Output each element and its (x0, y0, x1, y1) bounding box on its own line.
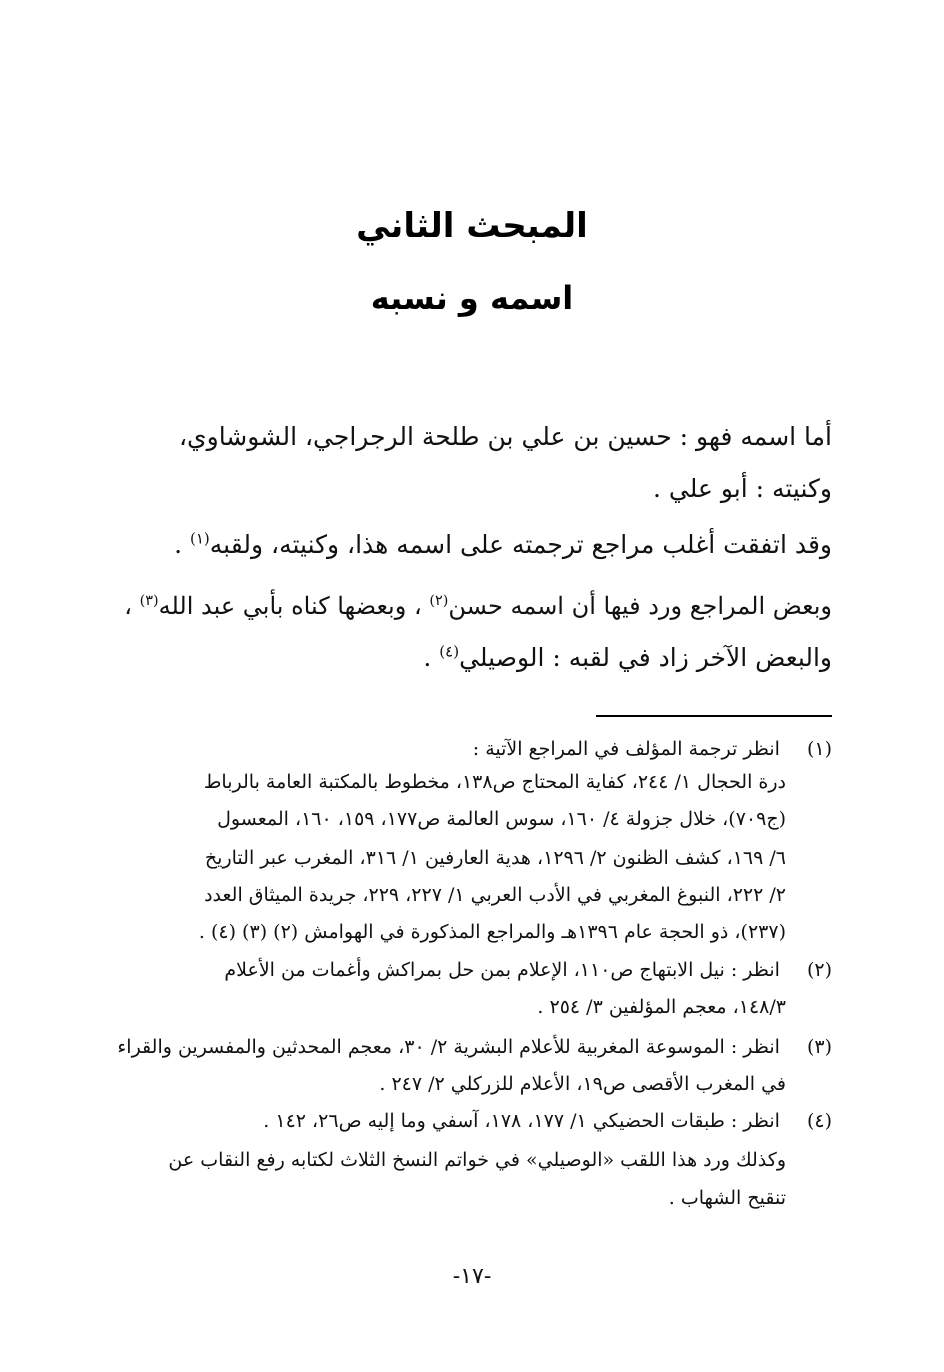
body-text: وقد اتفقت أغلب مراجع ترجمته على اسمه هذا، وكنيته، ولقبه (209, 530, 832, 559)
footnote-separator (596, 715, 832, 717)
footnote-number: (٣) (806, 1036, 832, 1058)
footnote-number: (١) (806, 738, 832, 760)
footnote-1-line (473, 734, 832, 764)
footnote-4-line: وكذلك ورد هذا اللقب «الوصيلي» في خواتم النسخ الثلاث لكتابه رفع النقاب عن (168, 1149, 786, 1171)
footnote-text: انظر : طبقات الحضيكي ١/ ١٧٧، ١٧٨، آسفي وما إليه ص٢٦، ١٤٢ . (263, 1110, 780, 1132)
footnote-text: انظر : نيل الابتهاج ص١١٠، الإعلام بمن حل بمراكش وأغمات من الأعلام (224, 959, 780, 981)
body-text: وبعض المراجع ورد فيها أن اسمه حسن (448, 592, 832, 620)
footnote-text: انظر ترجمة المؤلف في المراجع الآتية : (472, 738, 780, 760)
footnote-ref: (٣) (139, 593, 159, 609)
footnote-1-line: ٢/ ٢٢٢، النبوغ المغربي في الأدب العربي ١/ ٢٢٧، ٢٢٩، جريدة الميثاق العدد (204, 884, 786, 906)
footnote-ref: (١) (190, 529, 210, 548)
footnote-ref: (٢) (429, 593, 449, 609)
footnote-4-line: تنقيح الشهاب . (668, 1187, 786, 1209)
footnote-1-line: درة الحجال ١/ ٢٤٤، كفاية المحتاج ص١٣٨، مخطوط بالمكتبة العامة بالرباط (203, 771, 786, 793)
footnote-ref: (٤) (439, 642, 460, 661)
footnote-1-line: (٢٣٧)، ذو الحجة عام ١٣٩٦هـ والمراجع المذكورة في الهوامش (٢) (٣) (٤) . (198, 921, 786, 943)
body-text: ، وبعضها كناه بأبي عبد الله (158, 592, 430, 620)
footnote-number: (٢) (806, 959, 832, 981)
section-title: المبحث الثاني (356, 206, 588, 246)
footnote-number: (٤) (806, 1110, 832, 1132)
body-text: والبعض الآخر زاد في لقبه : الوصيلي (459, 643, 832, 672)
body-line (423, 639, 832, 677)
footnote-4-line (263, 1106, 832, 1136)
body-line (174, 526, 832, 564)
footnote-text: انظر : الموسوعة المغربية للأعلام البشرية ٢/ ٣٠، معجم المحدثين والمفسرين والقراء (117, 1036, 780, 1058)
footnote-3-line (117, 1032, 832, 1062)
body-text: ، (124, 592, 140, 620)
body-line: وكنيته : أبو علي . (652, 474, 832, 503)
footnote-1-line: ٦/ ١٦٩، كشف الظنون ٢/ ١٢٩٦، هدية العارفين ١/ ٣١٦، المغرب عبر التاريخ (204, 847, 786, 869)
body-text: . (423, 643, 440, 672)
body-line (124, 587, 832, 625)
footnote-2-line (224, 955, 832, 985)
body-text: . (174, 530, 190, 559)
footnote-1-line: (ج٧٠٩)، خلال جزولة ٤/ ١٦٠، سوس العالمة ص١٧٧، ١٥٩، ١٦٠، المعسول (217, 808, 786, 830)
footnote-3-line: في المغرب الأقصى ص١٩، الأعلام للزركلي ٢/ ٢٤٧ . (379, 1073, 786, 1095)
footnote-2-line: ١٤٨/٣، معجم المؤلفين ٣/ ٢٥٤ . (537, 996, 786, 1018)
body-line: أما اسمه فهو : حسين بن علي بن طلحة الرجراجي، الشوشاوي، (178, 422, 832, 451)
section-subtitle: اسمه و نسبه (370, 279, 574, 317)
page-number: -١٧- (452, 1264, 492, 1289)
